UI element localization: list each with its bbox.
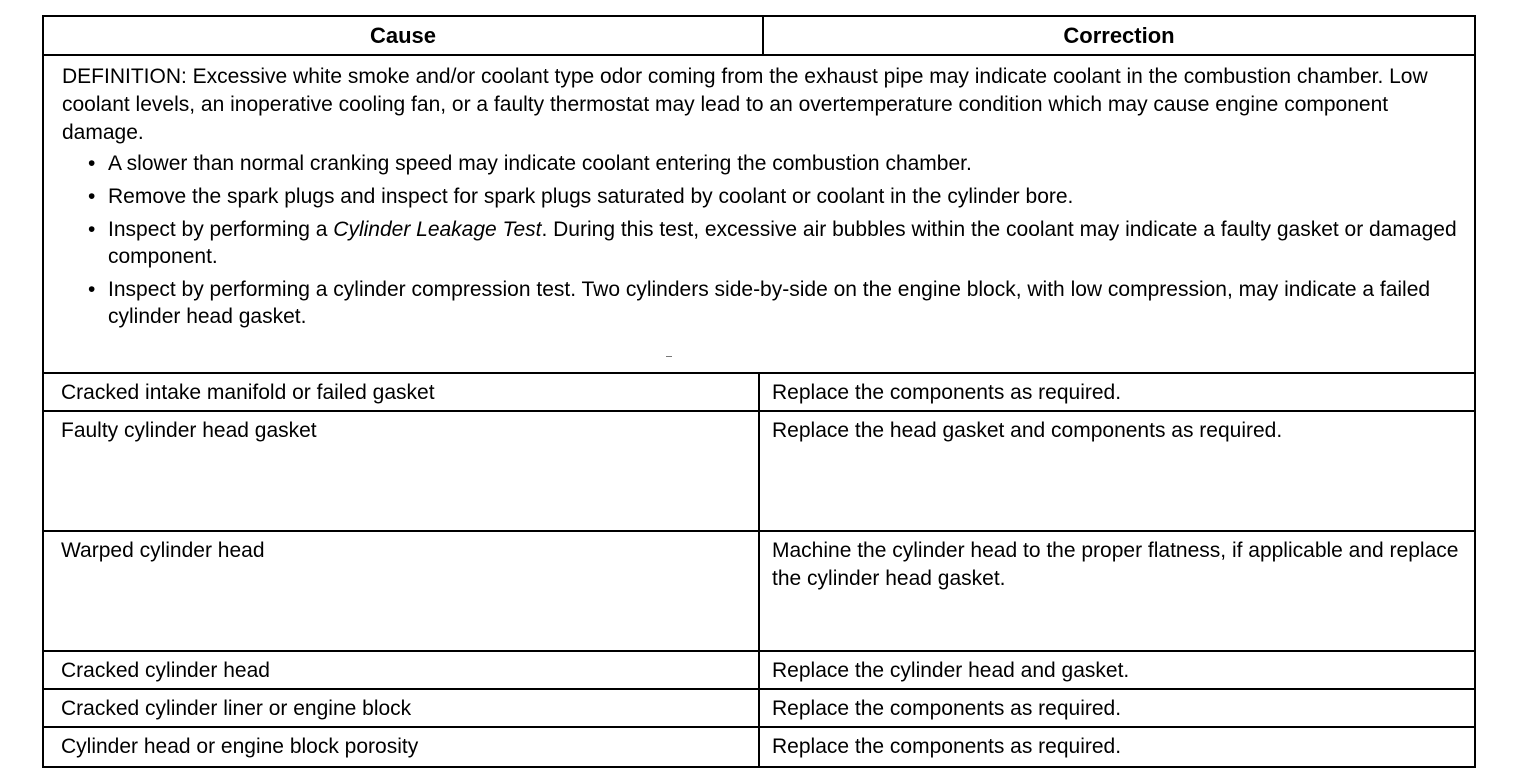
header-cause: Cause — [44, 17, 764, 54]
table-row — [44, 374, 1474, 412]
bullet-item: • A slower than normal cranking speed may indicate coolant entering the combustion chamber. — [62, 150, 1458, 177]
table-row — [44, 728, 1474, 766]
table-row — [44, 412, 1474, 532]
table-row — [44, 690, 1474, 728]
correction-cell: Replace the components as required. — [772, 381, 1122, 404]
cause-cell: Cracked intake manifold or failed gasket — [44, 374, 760, 410]
bullet-text: . During this test, excessive air bubbles within the coolant may indicate a faulty gasket or damaged component. — [108, 218, 1457, 268]
definition-text: DEFINITION: Excessive white smoke and/or coolant type odor coming from the exhaust pipe may indicate coolant in the combustion chamber. Low coolant levels, an inoperative cooling fan, or a faulty thermostat may lead to an overtemperature condition which may cause engine component damage. — [62, 65, 1428, 144]
correction-cell: Machine the cylinder head to the proper flatness, if applicable and replace the cylinder head gasket. — [772, 539, 1459, 590]
bullet-item: • Remove the spark plugs and inspect for spark plugs saturated by coolant or coolant in the cylinder bore. — [62, 183, 1458, 210]
table-row — [44, 652, 1474, 690]
cause-cell: Faulty cylinder head gasket — [44, 412, 760, 530]
correction-cell: Replace the head gasket and components as required. — [772, 419, 1283, 442]
bullet-item — [62, 216, 1458, 270]
table-row — [44, 532, 1474, 652]
bullet-text: Inspect by performing a — [108, 218, 334, 241]
diagnosis-table — [42, 15, 1476, 768]
cause-cell: Cracked cylinder liner or engine block — [44, 690, 760, 726]
correction-cell: Replace the cylinder head and gasket. — [772, 659, 1130, 682]
cause-cell: Cracked cylinder head — [44, 652, 760, 688]
correction-cell: Replace the components as required. — [772, 735, 1122, 758]
bullet-item: • Inspect by performing a cylinder compression test. Two cylinders side-by-side on the engine block, with low compression, may indicate a failed cylinder head gasket. — [62, 276, 1458, 330]
scan-mark — [666, 356, 672, 357]
inspection-bullets — [62, 150, 1458, 330]
test-name: Cylinder Leakage Test — [333, 218, 542, 241]
correction-cell: Replace the components as required. — [772, 697, 1122, 720]
cause-cell: Warped cylinder head — [44, 532, 760, 650]
table-header-row — [44, 17, 1474, 56]
cause-cell: Cylinder head or engine block porosity — [44, 728, 760, 766]
definition-block — [44, 56, 1474, 374]
header-correction: Correction — [1063, 22, 1175, 48]
